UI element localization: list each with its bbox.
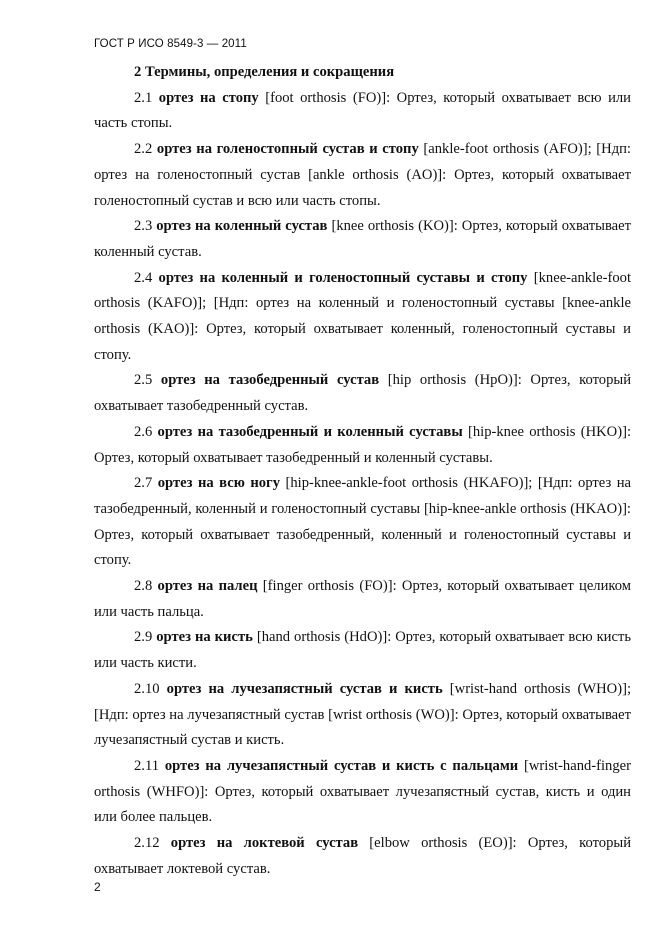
term-definition: [hand orthosis (HdO)]: Ортез, который охватывает всю кисть или часть кисти. bbox=[94, 629, 631, 672]
section-title: 2 Термины, определения и сокращения bbox=[134, 64, 395, 80]
term-definition: [hip-knee-ankle-foot orthosis (HKAFO)]; [Ндп: ортез на тазобедренный, коленный и голеностопный суставы [hip-knee-ankle orthosis (HKAO)]: Ортез, который охватывает тазобедренный, коленный и голеностопный суставы и стопу. bbox=[94, 475, 632, 569]
term-name: ортез на голеностопный сустав и стопу bbox=[156, 141, 419, 158]
terms-list bbox=[94, 86, 631, 883]
term-name: ортез на тазобедренный и коленный суставы bbox=[157, 423, 463, 440]
term-paragraph bbox=[94, 214, 631, 265]
term-name: ортез на всю ногу bbox=[157, 475, 280, 492]
term-number: 2.1 bbox=[134, 89, 159, 106]
document-body bbox=[94, 60, 631, 883]
term-definition: [foot orthosis (FO)]: Ортез, который охватывает всю или часть стопы. bbox=[94, 89, 631, 132]
term-paragraph bbox=[94, 471, 631, 574]
term-definition: [elbow orthosis (EO)]: Ортез, который охватывает локтевой сустав. bbox=[94, 835, 632, 877]
term-number: 2.11 bbox=[134, 757, 165, 774]
term-name: ортез на тазобедренный сустав bbox=[160, 372, 380, 389]
term-number: 2.10 bbox=[134, 680, 167, 697]
term-name: ортез на кисть bbox=[156, 629, 253, 646]
document-header: ГОСТ Р ИСО 8549-3 — 2011 bbox=[94, 38, 247, 50]
term-paragraph bbox=[94, 137, 631, 214]
term-name: ортез на коленный сустав bbox=[156, 218, 328, 235]
term-paragraph bbox=[94, 266, 631, 369]
term-number: 2.7 bbox=[134, 475, 158, 492]
term-number: 2.5 bbox=[134, 372, 161, 389]
term-number: 2.3 bbox=[134, 218, 157, 235]
term-number: 2.9 bbox=[134, 629, 157, 646]
term-paragraph bbox=[94, 754, 631, 831]
term-name: ортез на локтевой сустав bbox=[170, 835, 359, 852]
term-definition: [finger orthosis (FO)]: Ортез, который охватывает целиком или часть пальца. bbox=[94, 578, 631, 620]
term-paragraph bbox=[94, 368, 631, 419]
term-paragraph bbox=[94, 677, 631, 754]
term-definition: [hip-knee orthosis (HKO)]: Ортез, который охватывает тазобедренный и коленный суставы. bbox=[94, 423, 631, 466]
term-definition: [wrist-hand orthosis (WHO)]; [Ндп: ортез на лучезапястный сустав [wrist orthosis (WO)]: Ортез, который охватывает лучезапястный сустав и кисть. bbox=[94, 680, 631, 749]
term-paragraph bbox=[94, 831, 631, 882]
term-definition: [hip orthosis (HpO)]: Ортез, который охватывает тазобедренный сустав. bbox=[94, 372, 631, 415]
term-definition: [wrist-hand-finger orthosis (WHFO)]: Ортез, который охватывает лучезапястный сустав, кисть и один или более пальцев. bbox=[94, 757, 631, 826]
term-paragraph bbox=[94, 574, 631, 625]
term-number: 2.8 bbox=[134, 578, 158, 595]
term-name: ортез на лучезапястный сустав и кисть с пальцами bbox=[164, 757, 519, 774]
term-number: 2.6 bbox=[134, 423, 158, 440]
term-number: 2.4 bbox=[134, 269, 159, 286]
term-name: ортез на коленный и голеностопный суставы и стопу bbox=[158, 269, 528, 286]
term-paragraph bbox=[94, 625, 631, 676]
term-name: ортез на палец bbox=[157, 578, 258, 595]
term-name: ортез на стопу bbox=[158, 89, 259, 106]
term-definition: [ankle-foot orthosis (AFO)]; [Ндп: ортез на голеностопный сустав [ankle orthosis (AO)]: Ортез, который охватывает голеностопный сустав и всю или часть стопы. bbox=[94, 141, 631, 209]
term-number: 2.12 bbox=[134, 835, 171, 852]
term-name: ортез на лучезапястный сустав и кисть bbox=[166, 680, 443, 697]
term-paragraph bbox=[94, 420, 631, 471]
term-definition: [knee orthosis (KO)]: Ортез, который охватывает коленный сустав. bbox=[94, 218, 631, 260]
page-number: 2 bbox=[94, 880, 101, 894]
term-paragraph bbox=[94, 86, 631, 137]
term-definition: [knee-ankle-foot orthosis (KAFO)]; [Ндп: ортез на коленный и голеностопный суставы [knee-ankle orthosis (KAO)]: Ортез, который охватывает коленный, голеностопный суставы и стопу. bbox=[94, 269, 632, 363]
term-number: 2.2 bbox=[134, 141, 157, 158]
